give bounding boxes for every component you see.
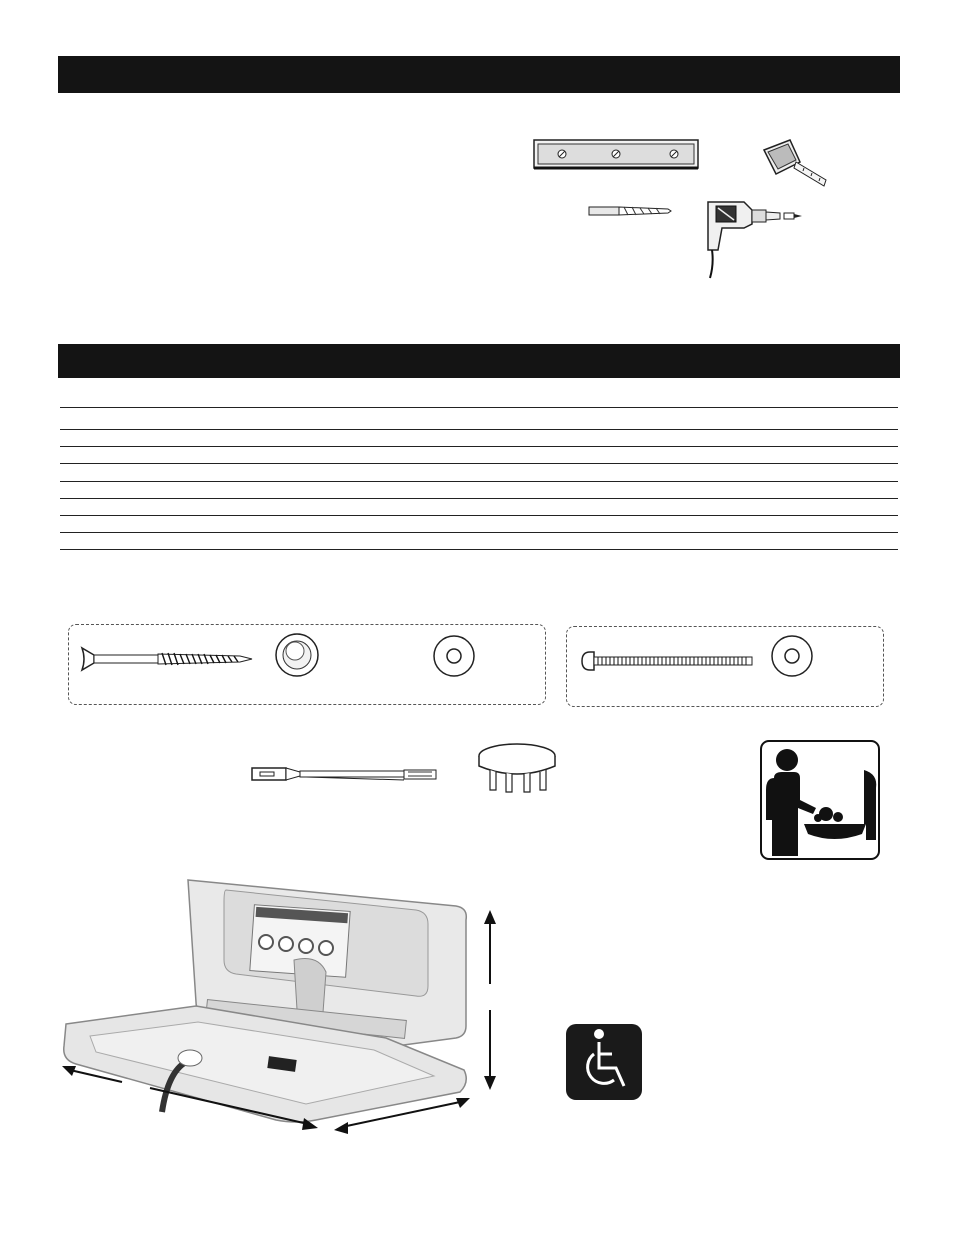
table-rule [60,532,898,533]
table-rule [60,429,898,430]
level-icon [532,138,700,170]
table-rule [60,515,898,516]
tools-header-bar [58,56,900,93]
countersunk-washer-icon [274,632,320,678]
tape-measure-icon [760,136,832,194]
table-rule [60,481,898,482]
width-dimension-arrow [60,1062,322,1134]
baby-changing-sign-icon [760,740,880,860]
hole-plug-icon [476,742,558,794]
flat-washer-icon [432,634,476,678]
drill-bit-icon [588,204,672,218]
table-rule [60,446,898,447]
power-drill-icon [702,198,808,280]
wood-screw-icon [80,646,256,672]
table-rule [60,463,898,464]
wall-anchor-icon [250,764,440,786]
table-rule [60,498,898,499]
table-rule [60,407,898,408]
parts-header-bar [58,344,900,378]
height-dimension-arrow [482,908,498,1092]
bolt-washer-icon [770,634,814,678]
machine-bolt-icon [580,650,756,672]
depth-dimension-arrow [330,1094,472,1134]
wheelchair-accessible-icon [566,1024,642,1100]
table-rule [60,549,898,550]
